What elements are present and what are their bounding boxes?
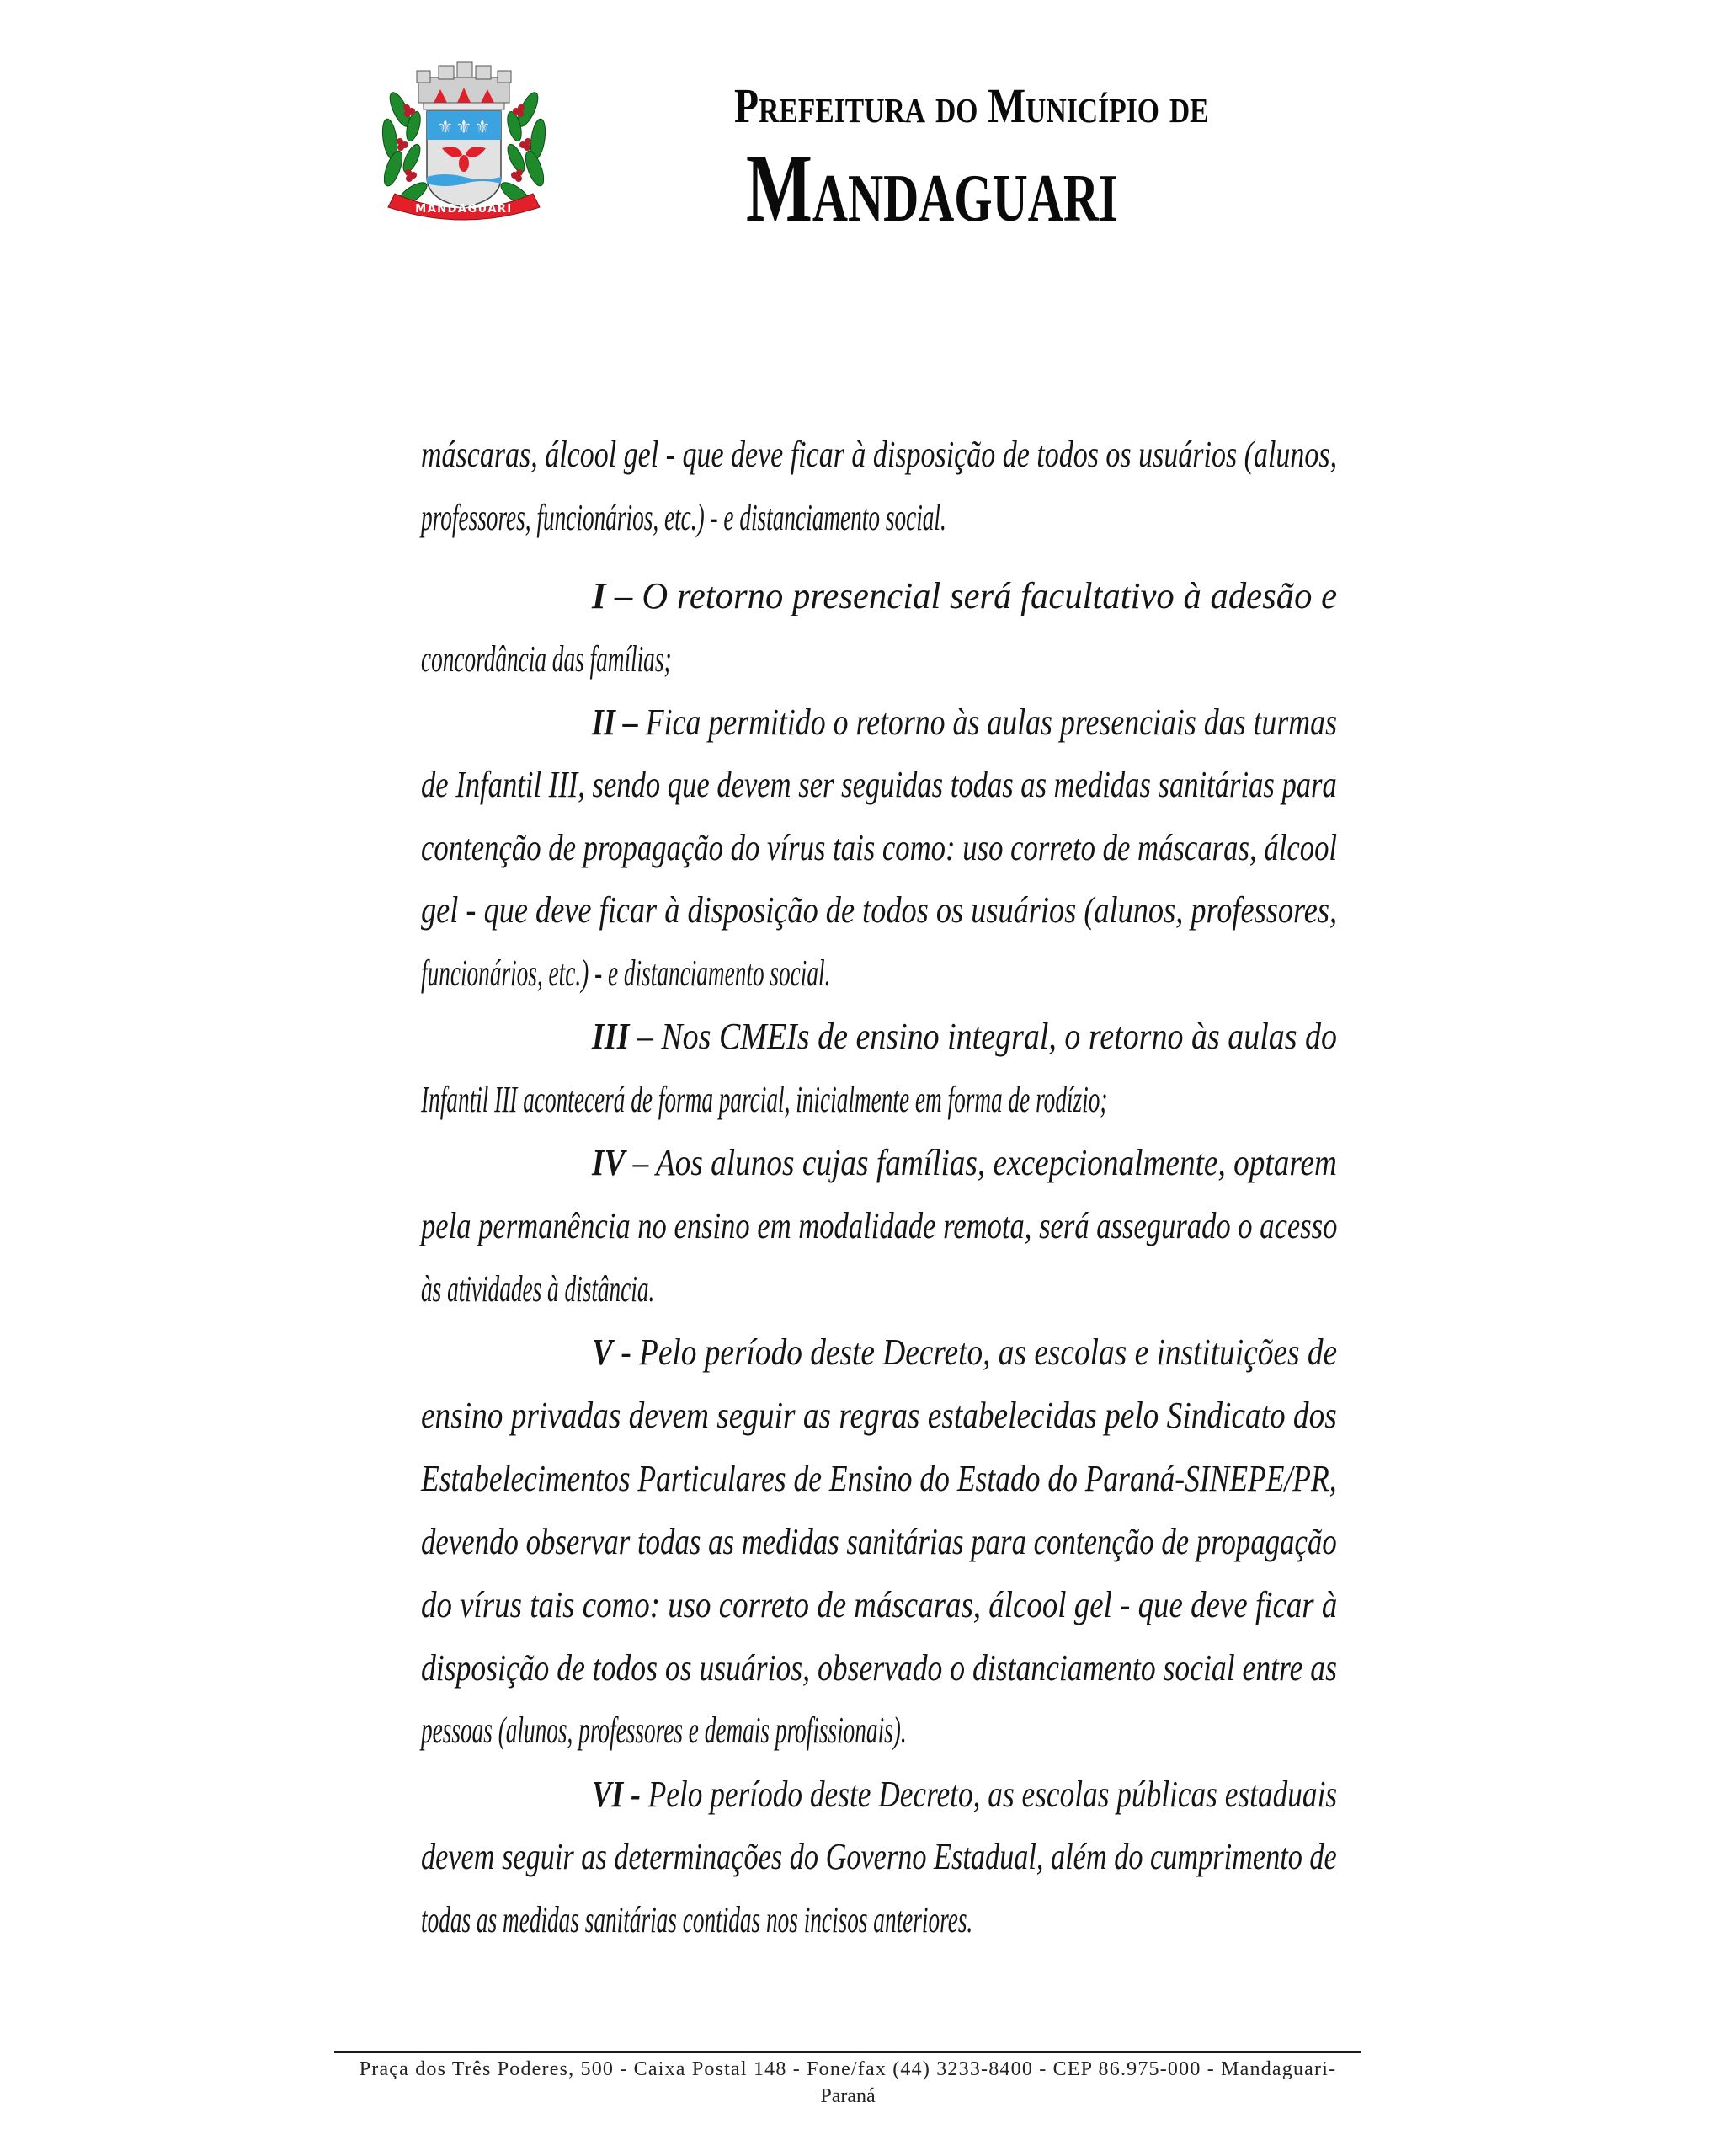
item-label: II – xyxy=(592,702,638,743)
footer-state: Paraná xyxy=(820,2085,876,2107)
svg-text:⚜: ⚜ xyxy=(455,117,472,138)
item-text: contenção de propagação do vírus tais como: uso correto de máscaras, álcool xyxy=(421,827,1338,868)
item-text: disposição de todos os usuários, observado o distanciamento social entre as xyxy=(421,1647,1337,1689)
item-text: Fica permitido o retorno às aulas presenciais das turmas xyxy=(645,702,1338,743)
item-text: de Infantil III, sendo que devem ser seguidas todas as medidas sanitárias para xyxy=(421,764,1337,805)
item-label: VI - xyxy=(592,1774,641,1815)
item-text: pela permanência no ensino em modalidade remota, será assegurado o acesso xyxy=(421,1205,1338,1246)
item-text: concordância das famílias; xyxy=(421,638,672,680)
item-text: - Pelo período deste Decreto, as escolas e instituições de xyxy=(621,1331,1338,1373)
item-III-line-1 xyxy=(592,1011,1337,1062)
item-text: Pelo período deste Decreto, as escolas públicas estaduais xyxy=(647,1774,1338,1815)
mural-crown xyxy=(417,62,511,109)
item-VI-line-3 xyxy=(421,1895,972,1945)
intro-line-1: máscaras, álcool gel - que deve ficar à disposição de todos os usuários (alunos, xyxy=(421,434,1338,475)
item-III-line-2 xyxy=(421,1075,1107,1125)
item-II-line-5 xyxy=(421,948,830,999)
item-text: às atividades à distância. xyxy=(421,1268,655,1310)
item-text: Infantil III acontecerá de forma parcial, inicialmente em forma de rodízio; xyxy=(421,1079,1108,1120)
item-text: funcionários, etc.) - e distanciamento social. xyxy=(421,953,831,994)
item-V-line-3 xyxy=(421,1454,1337,1504)
item-II-line-4 xyxy=(421,885,1337,936)
header-title-line1: Prefeitura do Município de xyxy=(734,78,1209,133)
item-VI-line-1 xyxy=(592,1769,1337,1820)
footer-divider xyxy=(334,2051,1361,2053)
item-text: gel - que deve ficar à disposição de todos os usuários (alunos, professores, xyxy=(421,889,1338,931)
coat-of-arms-icon xyxy=(375,59,553,224)
item-label: IV xyxy=(592,1142,626,1183)
item-V-line-6 xyxy=(421,1643,1337,1694)
body-line xyxy=(421,493,946,543)
item-V-line-1 xyxy=(592,1327,1337,1378)
item-text: O retorno presencial será facultativo à adesão e xyxy=(642,575,1338,616)
item-label: V xyxy=(592,1331,613,1373)
item-label: III xyxy=(592,1016,630,1057)
item-text: devem seguir as determinações do Governo Estadual, além do cumprimento de xyxy=(421,1836,1337,1877)
footer-address: Praça dos Três Poderes, 500 - Caixa Postal 148 - Fone/fax (44) 3233-8400 - CEP 86.975-000 - Mandaguari- xyxy=(359,2058,1337,2080)
item-I-line-2 xyxy=(421,634,672,685)
item-text: todas as medidas sanitárias contidas nos incisos anteriores. xyxy=(421,1899,973,1940)
item-label: I – xyxy=(592,575,633,616)
item-text: devendo observar todas as medidas sanitárias para contenção de propagação xyxy=(421,1521,1337,1562)
svg-text:⚜: ⚜ xyxy=(474,117,491,138)
body-line xyxy=(421,430,1337,480)
crest-banner-text: MANDAGUARI xyxy=(415,203,513,216)
item-text: – Aos alunos cujas famílias, excepcionalmente, optarem xyxy=(632,1142,1337,1183)
intro-line-2: professores, funcionários, etc.) - e distanciamento social. xyxy=(421,497,946,538)
svg-text:⚜: ⚜ xyxy=(437,117,454,138)
header-title-line2: Mandaguari xyxy=(746,135,1118,243)
item-text: – Nos CMEIs de ensino integral, o retorno às aulas do xyxy=(637,1016,1338,1057)
item-V-line-4 xyxy=(421,1517,1337,1567)
item-II-line-3 xyxy=(421,823,1337,873)
item-II-line-2 xyxy=(421,760,1337,810)
item-I-line-1 xyxy=(592,571,1337,622)
item-IV-line-1 xyxy=(592,1138,1337,1188)
item-text: pessoas (alunos, professores e demais profissionais). xyxy=(421,1710,907,1751)
item-V-line-2 xyxy=(421,1390,1337,1441)
item-V-line-7 xyxy=(421,1705,907,1756)
item-II-line-1 xyxy=(592,697,1337,748)
item-text: do vírus tais como: uso correto de máscaras, álcool gel - que deve ficar à xyxy=(421,1584,1338,1625)
item-IV-line-3 xyxy=(421,1264,654,1315)
item-V-line-5 xyxy=(421,1580,1337,1630)
shield xyxy=(427,111,501,207)
item-text: ensino privadas devem seguir as regras estabelecidas pelo Sindicato dos xyxy=(421,1395,1337,1436)
item-VI-line-2 xyxy=(421,1832,1337,1882)
item-IV-line-2 xyxy=(421,1201,1337,1251)
item-text: Estabelecimentos Particulares de Ensino do Estado do Paraná-SINEPE/PR, xyxy=(421,1458,1337,1499)
